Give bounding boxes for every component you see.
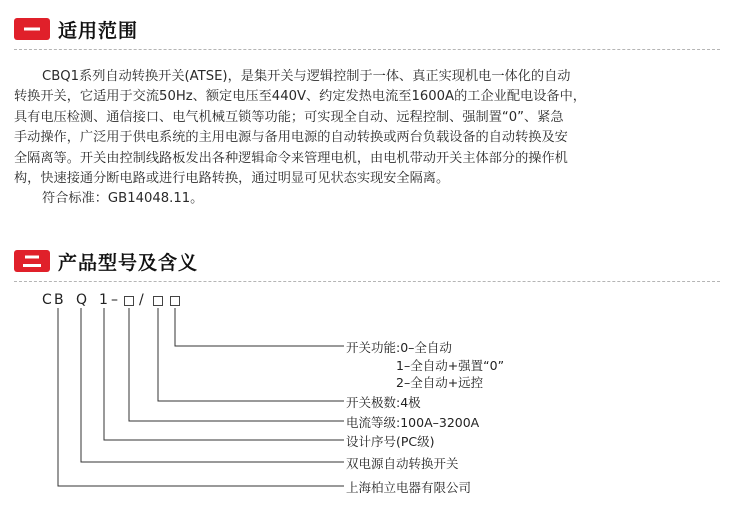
section-2-divider [14,281,720,282]
paragraph-line: 构，快速接通分断电路或进行电路转换，通过明显可见状态实现安全隔离。 [14,171,450,187]
label-current: 电流等级:100A–3200A [346,415,480,430]
section-1-paragraph [14,67,714,210]
model-char-b: B [54,292,64,308]
section-1-number-badge [14,18,50,40]
label-function-1: 1–全自动+强置“0” [396,358,505,373]
model-code-diagram [0,290,730,516]
label-product-type: 双电源自动转换开关 [346,456,459,471]
paragraph-line: CBQ1系列自动转换开关(ATSE)，是集开关与逻辑控制于一体、真正实现机电一体化的自动 [42,69,571,84]
section-2-title: 产品型号及含义 [58,251,199,274]
label-function-2: 2–全自动+远控 [396,375,484,390]
section-2-number-badge [14,250,50,272]
standard-line: 符合标准：GB14048.11。 [42,191,204,207]
paragraph-line: 手动操作，广泛用于供电系统的主用电源与备用电源的自动转换或两台负载设备的自动转换及安 [14,130,568,146]
model-char-c: C [42,292,52,308]
section-2-number-icon [22,250,42,272]
paragraph-line: 全隔离等。开关由控制线路板发出各种逻辑命令来管理电机，由电机带动开关主体部分的操作机 [14,150,568,166]
label-design-number: 设计序号(PC级) [346,434,435,449]
model-char-series: 1 [99,292,108,308]
section-1-title: 适用范围 [58,19,139,42]
section-1-header [14,16,138,42]
paragraph-line: 转换开关，它适用于交流50Hz、额定电压至440V、约定发热电流至1600A的工企业配电设备中， [14,89,586,105]
model-char-slash: / [139,292,144,308]
paragraph-line: 具有电压检测、通信接口、电气机械互锁等功能；可实现全自动、远程控制、强制置“0”、紧急 [14,109,564,125]
section-1-divider [14,49,720,50]
label-poles: 开关极数:4极 [346,395,421,410]
label-function-0: 开关功能:0–全自动 [346,340,452,355]
model-char-q: Q [76,292,88,308]
model-char-dash: – [111,292,118,308]
section-1-number-icon [22,18,42,40]
label-company: 上海柏立电器有限公司 [346,480,472,495]
section-2-header [14,248,198,274]
